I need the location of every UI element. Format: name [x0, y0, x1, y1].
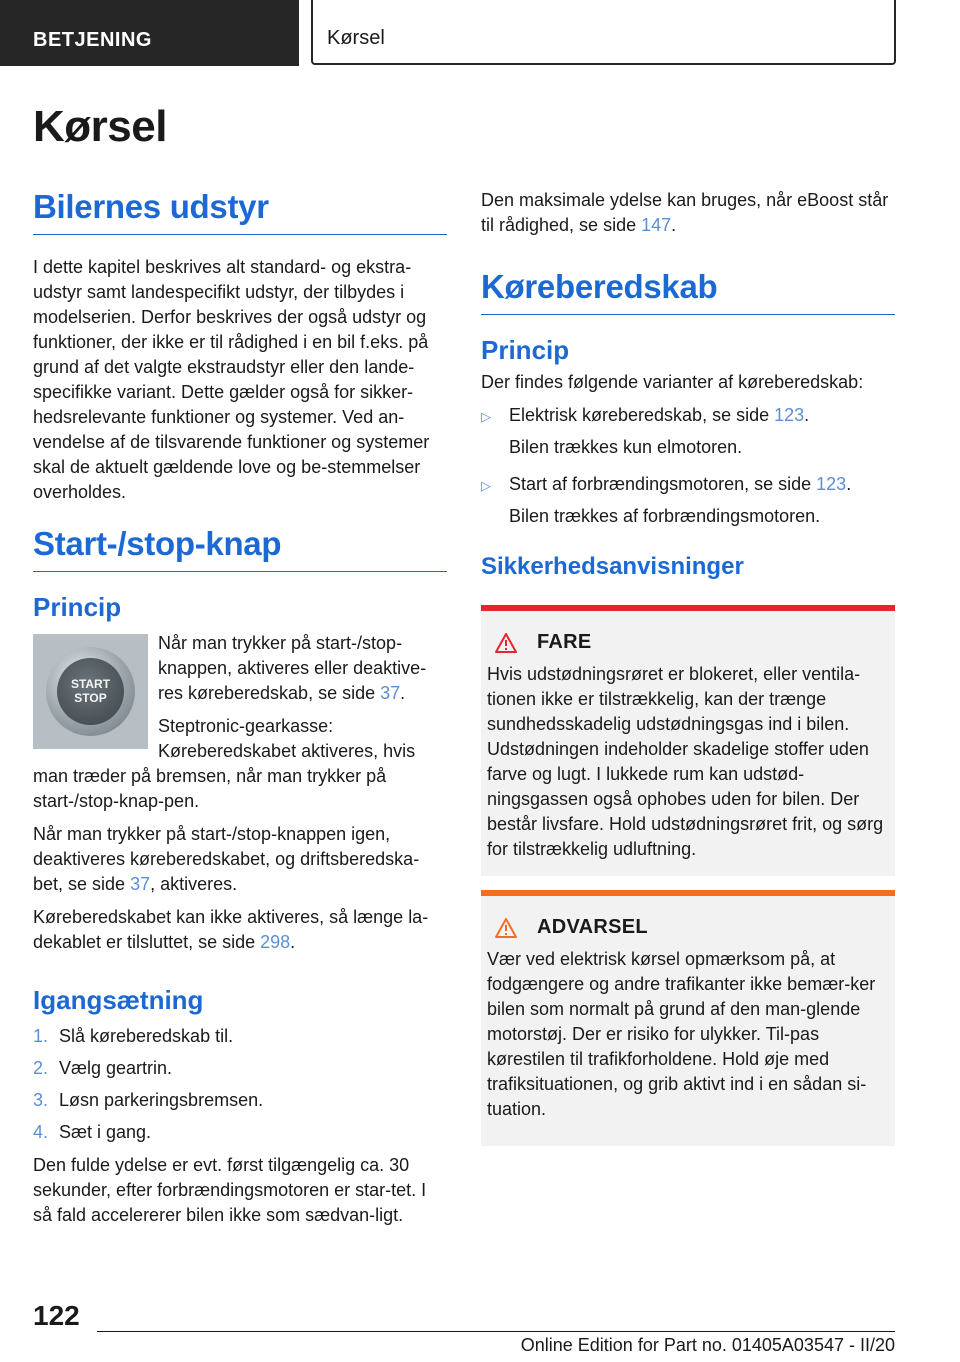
p1-end: .	[400, 683, 406, 703]
startstop-paragraph-4	[33, 905, 447, 955]
step-text: Slå køreberedskab til.	[59, 1026, 234, 1046]
warning-box	[481, 890, 895, 1146]
bullet-text: Elektrisk køreberedskab, se side	[509, 405, 775, 425]
heading-drive-ready: Køreberedskab	[481, 268, 895, 315]
danger-box	[481, 605, 895, 876]
right-column	[481, 188, 895, 1160]
variants-list	[481, 403, 895, 429]
list-item	[33, 1088, 447, 1113]
step-number: 4.	[33, 1122, 49, 1142]
step-text: Løsn parkeringsbremsen.	[59, 1090, 264, 1110]
power-paragraph: Den fulde ydelse er evt. først tilgængelig ca. 30 sekunder, efter forbrændingsmotoren er star-tet. I så fald accelererer bilen ikke som sædvan-ligt.	[33, 1155, 427, 1225]
page-header	[0, 0, 960, 66]
button-face	[57, 658, 124, 725]
page-title: Kørsel	[33, 102, 167, 151]
page-link-123b[interactable]: 123	[816, 474, 847, 494]
page-number: 122	[33, 1300, 80, 1331]
startstop-paragraph-2: Steptronic-gearkasse: Køreberedskabet aktiveres, hvis man træder på bremsen, når man trykker på start-/stop-knap-pen.	[33, 716, 416, 811]
footer-edition: Online Edition for Part no. 01405A03547 - II/20	[520, 1335, 895, 1355]
boost-paragraph	[481, 188, 895, 238]
boost-end: .	[671, 215, 677, 235]
heading-equipment: Bilernes udstyr	[33, 188, 447, 235]
heading-start-driving: Igangsætning	[33, 985, 204, 1015]
page-link-37[interactable]: 37	[380, 683, 401, 703]
heading-principle: Princip	[33, 592, 122, 622]
variants-paragraph: Der findes følgende varianter af køreberedskab:	[481, 372, 864, 392]
bullet-subtext: Bilen trækkes kun elmotoren.	[509, 437, 743, 457]
bullet-subtext: Bilen trækkes af forbrændingsmotoren.	[509, 506, 821, 526]
list-item	[33, 1120, 447, 1145]
danger-title: FARE	[537, 631, 592, 653]
warning-triangle-icon	[495, 918, 517, 938]
list-item	[33, 1056, 447, 1081]
steps-list	[33, 1024, 447, 1145]
chapter-label: Kørsel	[311, 0, 896, 65]
page-link-147[interactable]: 147	[641, 215, 672, 235]
heading-startstop: Start-/stop-knap	[33, 525, 447, 572]
list-item	[481, 403, 895, 429]
warning-title: ADVARSEL	[537, 916, 648, 938]
button-label-stop: STOP	[74, 691, 107, 705]
list-item	[481, 472, 895, 498]
triangle-bullet-icon: ▷	[481, 409, 491, 424]
footer-divider	[97, 1331, 895, 1332]
button-label-start: START	[70, 677, 111, 691]
step-text: Sæt i gang.	[59, 1122, 152, 1142]
p4-text: Køreberedskabet kan ikke aktiveres, så længe la-dekablet er tilsluttet, se side	[33, 907, 429, 952]
step-text: Vælg geartrin.	[59, 1058, 173, 1078]
list-item	[33, 1024, 447, 1049]
p4-end: .	[290, 932, 296, 952]
warning-header	[487, 916, 885, 939]
page-link-37b[interactable]: 37	[130, 874, 151, 894]
triangle-bullet-icon: ▷	[481, 478, 491, 493]
warning-text: Vær ved elektrisk kørsel opmærksom på, at fodgængere og andre trafikanter ikke bemær-ker bilen som normalt på grund af den man-glende motorstøj. Der er risiko for ulykker. Til-pas kørestilen til trafikforholdene. Hold øje med trafiksituationen, og grib aktivt ind i en sådan si-tuation.	[487, 949, 876, 1119]
startstop-paragraph-3	[33, 822, 447, 897]
bullet-end: .	[804, 405, 810, 425]
heading-safety: Sikkerhedsanvisninger	[481, 553, 744, 580]
heading-principle-right: Princip	[481, 335, 570, 365]
bullet-text: Start af forbrændingsmotoren, se side	[509, 474, 817, 494]
page-link-123[interactable]: 123	[774, 405, 805, 425]
bullet-end: .	[846, 474, 852, 494]
page-link-298[interactable]: 298	[260, 932, 291, 952]
danger-header	[487, 631, 885, 654]
p3-end: , aktiveres.	[150, 874, 238, 894]
step-number: 3.	[33, 1090, 49, 1110]
warning-triangle-icon	[495, 633, 517, 653]
equipment-paragraph: I dette kapitel beskrives alt standard- og ekstra-udstyr samt landespecifikt udstyr, der tilbydes i modelserien. Derfor beskrives der også udstyr og funktioner, der ikke er til rådighed i en bil f.eks. på grund af det valgte ekstraudstyr eller den lande-specifikke variant. Dette gælder også for sikker-hedsrelevante funktioner og systemer. Ved an-vendelse af de tilsvarende funktioner og systemer skal de aktuelt gældende love og be-stemmelser overholdes.	[33, 257, 430, 502]
step-number: 1.	[33, 1026, 49, 1046]
variants-list-2	[481, 472, 895, 498]
danger-text: Hvis udstødningsrøret er blokeret, eller ventila-tionen ikke er tilstrækkelig, kan der trænge sundhedsskadelig udstødningsgas ind i bilen. Udstødningen indeholder skadelige stoffer uden farve og lugt. I lukkede rum kan udstød-ningsgassen også ophobes uden for bilen. Der består livsfare. Hold udstødningsrøret frit, og sørg for tilstrækkelig udluftning.	[487, 664, 884, 859]
start-stop-button-image	[33, 634, 148, 749]
boost-text: Den maksimale ydelse kan bruges, når eBoost står til rådighed, se side	[481, 190, 889, 235]
left-column	[33, 188, 447, 1236]
button-ring	[46, 647, 135, 736]
step-number: 2.	[33, 1058, 49, 1078]
p1-text: Når man trykker på start-/stop-knappen, aktiveres eller deaktive-res køreberedskab, se side	[158, 633, 427, 703]
section-label: BETJENING	[0, 0, 299, 66]
p3-text: Når man trykker på start-/stop-knappen igen, deaktiveres køreberedskabet, og driftsberedska-bet, se side	[33, 824, 420, 894]
